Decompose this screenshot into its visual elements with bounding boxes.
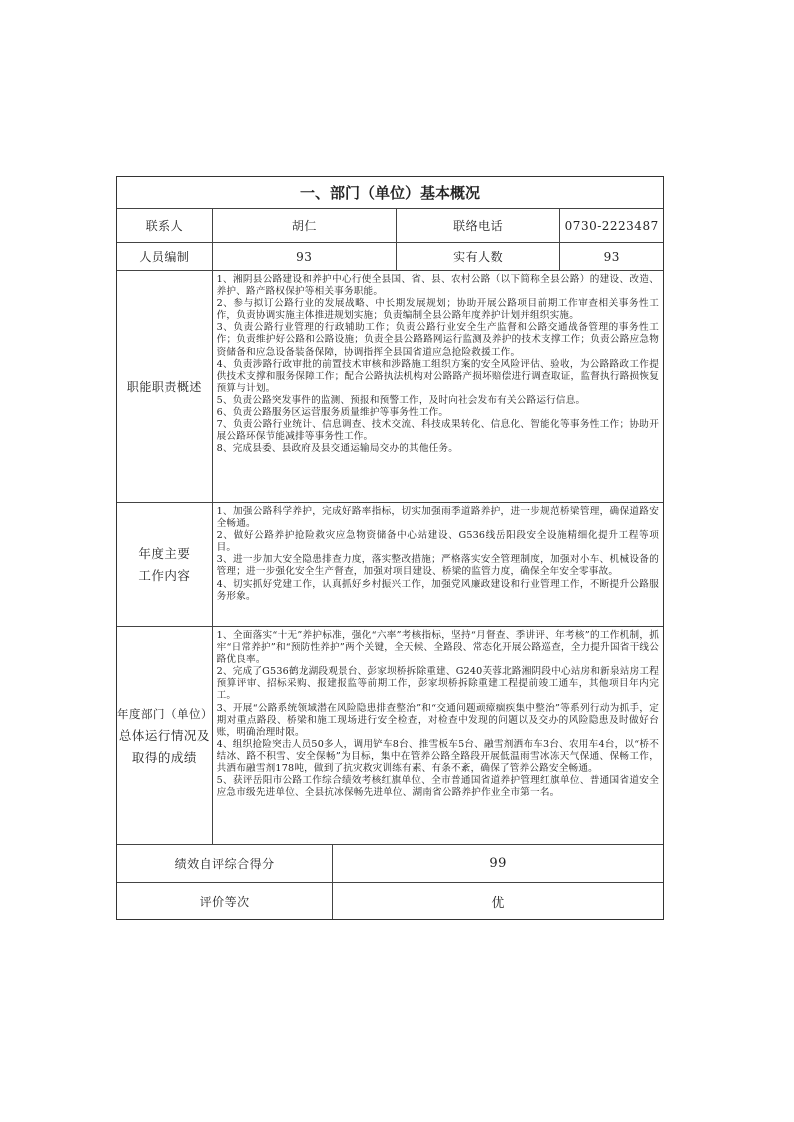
annual-result-content bbox=[213, 627, 663, 844]
result-item: 2、完成了G536鹤龙湖段观景台、彭家坝桥拆除重建、G240芙蓉北路湘阴段中心站房和新泉站房工程预算评审、招标采购、报建报监等前期工作，彭家坝桥拆除重建工程提前竣工通车，其他项目年内完工。 bbox=[216, 666, 659, 702]
result-item: 4、组织抢险突击人员50多人，调用铲车8台、推雪板车5台、融雪剂洒布车3台、农用车4台，以“桥不结冰、路不积雪、安全保畅”为目标，集中在管养公路全路段开展低温雨雪冰冻天气保通、保畅工作，共洒布融雪剂178吨，做到了抗灾救灾训练有素、有条不紊，确保了管养公路安全畅通。 bbox=[216, 738, 659, 775]
annual-result-label-line2: 总体运行情况及 bbox=[118, 727, 210, 743]
result-item: 3、开展“公路系统领域潜在风险隐患排查整治”和“交通问题顽瘴痼疾集中整治”等系列行动为抓手，定期对重点路段、桥梁和施工现场进行安全检查，对检查中发现的问题以及交办的风险隐患及时做好台账，明确治理时限。 bbox=[216, 702, 659, 738]
duty-item: 1、湘阴县公路建设和养护中心行使全县国、省、县、农村公路（以下简称全县公路）的建设、改造、养护、路产路权保护等相关事务职能。 bbox=[216, 274, 659, 298]
score-row bbox=[117, 845, 663, 883]
duty-item: 5、负责公路突发事件的监测、预报和预警工作，及时向社会发布有关公路运行信息。 bbox=[216, 394, 586, 406]
work-item: 4、切实抓好党建工作，认真抓好乡村振兴工作，加强党风廉政建设和行业管理工作，不断提升公路服务形象。 bbox=[216, 578, 659, 602]
result-item: 1、全面落实“十无”养护标准，强化“六率”考核指标，坚持“月督查、季讲评、年考核”的工作机制，抓牢“日常养护”和“预防性养护”两个关键，全天候、全路段、常态化开展公路巡查，全力提升国省干线公路优良率。 bbox=[216, 630, 659, 666]
duty-item: 7、负责公路行业统计、信息调查、技术交流、科技成果转化、信息化、智能化等事务性工作；协助开展公路环保节能减排等事务性工作。 bbox=[216, 419, 659, 443]
phone-label: 联络电话 bbox=[397, 209, 560, 242]
phone-value: 0730-2223487 bbox=[564, 218, 659, 233]
staff-actual-label: 实有人数 bbox=[397, 243, 560, 270]
staff-quota-label: 人员编制 bbox=[117, 243, 213, 270]
annual-result-row bbox=[117, 627, 663, 845]
staff-actual-value: 93 bbox=[603, 249, 620, 264]
duty-item: 4、负责涉路行政审批的前置技术审核和涉路施工组织方案的安全风险评估、验收，为公路路政工作提供技术支撑和服务保障工作；配合公路执法机构对公路路产损坏赔偿进行调查取证，监督执行路损恢复预算与计划。 bbox=[216, 358, 659, 394]
overview-table bbox=[116, 176, 664, 920]
work-item: 3、进一步加大安全隐患排查力度，落实整改措施；严格落实安全管理制度，加强对小车、机械设备的管理；进一步强化安全生产督查，加强对项目建设、桥梁的监管力度，确保全年安全零事故。 bbox=[216, 554, 659, 578]
annual-work-label bbox=[117, 503, 213, 626]
result-item: 5、获评岳阳市公路工作综合绩效考核红旗单位、全市普通国省道养护管理红旗单位、普通国省道安全应急市级先进单位、全县抗冰保畅先进单位、湖南省公路养护作业全市第一名。 bbox=[216, 775, 659, 799]
annual-work-label-line1: 年度主要 bbox=[138, 545, 191, 561]
table-title-row bbox=[117, 177, 663, 209]
work-item: 2、做好公路养护抢险救灾应急物资储备中心站建设、G536线岳阳段安全设施精细化提升工程等项目。 bbox=[216, 530, 659, 554]
grade-label: 评价等次 bbox=[117, 883, 333, 919]
contact-label: 联系人 bbox=[117, 209, 213, 242]
duty-item: 8、完成县委、县政府及县交通运输局交办的其他任务。 bbox=[216, 443, 458, 455]
annual-result-label bbox=[117, 627, 213, 844]
grade-value: 优 bbox=[491, 895, 505, 911]
staff-quota-value: 93 bbox=[213, 243, 397, 270]
duty-item: 6、负责公路服务区运营服务质量维护等事务性工作。 bbox=[216, 407, 449, 419]
score-value: 99 bbox=[489, 856, 507, 871]
annual-work-row bbox=[117, 503, 663, 627]
contact-row bbox=[117, 209, 663, 243]
annual-result-label-line1: 年度部门（单位） bbox=[117, 706, 213, 721]
work-item: 1、加强公路科学养护，完成好路率指标，切实加强雨季道路养护，进一步规范桥梁管理，确保道路安全畅通。 bbox=[216, 506, 659, 530]
duty-item: 3、负责公路行业管理的行政辅助工作；负责公路行业安全生产监督和公路交通战备管理的事务性工作；负责维护好公路和公路设施；负责全县公路路网运行监测及养护的技术支撑工作；负责公路应急物资储备和应急设备装备保障，协调指挥全县国省道应急抢险救援工作。 bbox=[216, 322, 659, 358]
annual-work-content bbox=[213, 503, 663, 626]
duties-label: 职能职责概述 bbox=[117, 271, 213, 502]
annual-result-label-line3: 取得的成绩 bbox=[131, 749, 197, 765]
contact-name: 胡仁 bbox=[213, 209, 397, 242]
duties-row bbox=[117, 271, 663, 503]
staff-row bbox=[117, 243, 663, 271]
duties-content bbox=[213, 271, 663, 502]
grade-row bbox=[117, 883, 663, 919]
duty-item: 2、参与拟订公路行业的发展战略、中长期发展规划；协助开展公路项目前期工作审查相关事务性工作，负责协调实施主体推进规划实施；负责编制全县公路年度养护计划并组织实施。 bbox=[216, 298, 659, 322]
annual-work-label-line2: 工作内容 bbox=[138, 567, 191, 583]
table-title: 一、部门（单位）基本概况 bbox=[299, 184, 480, 202]
score-label: 绩效自评综合得分 bbox=[117, 845, 333, 882]
